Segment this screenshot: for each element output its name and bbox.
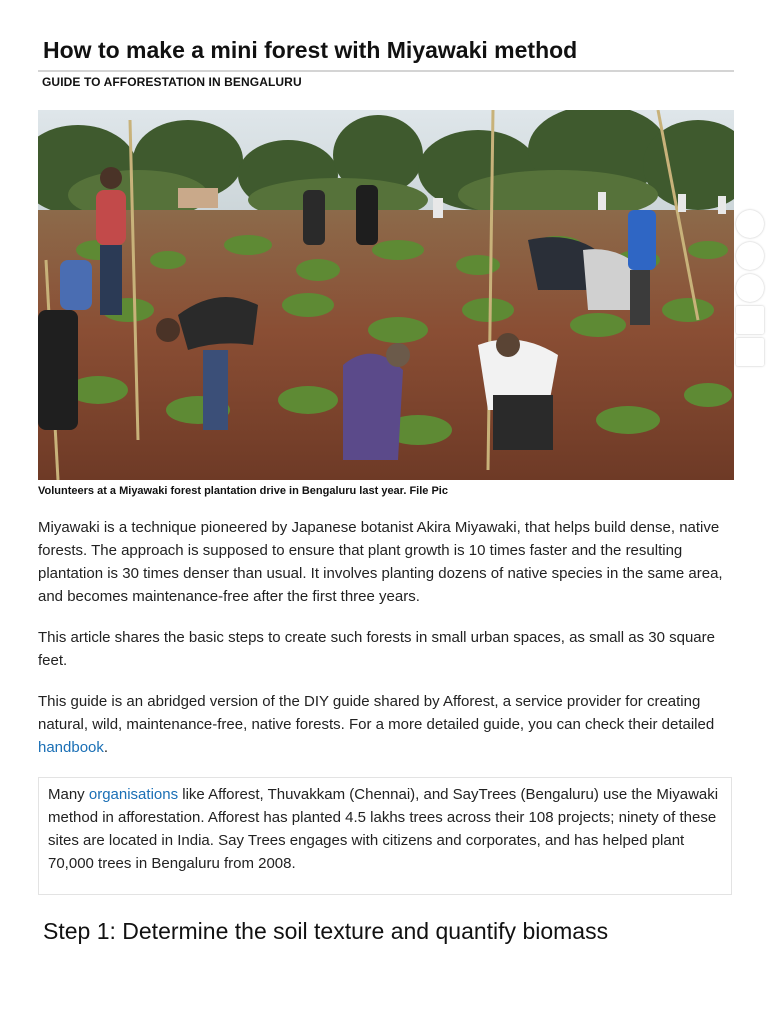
handbook-link[interactable]: handbook bbox=[38, 739, 104, 756]
paragraph-source bbox=[38, 690, 738, 759]
organisations-link[interactable]: organisations bbox=[88, 786, 179, 803]
paragraph-scope: This article shares the basic steps to create such forests in small urban spaces, as small as 30 square feet. bbox=[38, 629, 715, 669]
callout-body: like Afforest, Thuvakkam (Chennai), and SayTrees (Bengaluru) use the Miyawaki method in afforestation. Afforest has planted 4.5 lakhs trees across their 108 projects; ninety of these sites are located in India. Say Trees engages with citizens and corporates, and has helped plant 70,000 trees in Bengaluru from 2008. bbox=[48, 786, 719, 872]
share-round-icon[interactable] bbox=[736, 242, 764, 270]
title-divider bbox=[38, 70, 734, 72]
share-round-icon[interactable] bbox=[736, 210, 764, 238]
share-square-icon[interactable] bbox=[736, 338, 764, 366]
share-round-icon[interactable] bbox=[736, 274, 764, 302]
paragraph-source-text: This guide is an abridged version of the DIY guide shared by Afforest, a service provider for creating natural, wild, maintenance-free, native forests. For a more detailed guide, you can check their detailed bbox=[38, 693, 715, 733]
callout-text bbox=[48, 783, 724, 875]
info-callout-box bbox=[38, 777, 732, 895]
callout-lead: Many bbox=[48, 786, 89, 803]
article-kicker: GUIDE TO AFFORESTATION IN BENGALURU bbox=[42, 75, 302, 89]
step-1-heading: Step 1: Determine the soil texture and quantify biomass bbox=[43, 918, 609, 944]
hero-photo bbox=[38, 110, 734, 480]
plantation-photo-illustration bbox=[38, 110, 734, 480]
paragraph-intro: Miyawaki is a technique pioneered by Japanese botanist Akira Miyawaki, that helps build dense, native forests. The approach is supposed to ensure that plant growth is 10 times faster and the resulting plantation is 30 times denser than usual. It involves planting dozens of native species in the same area, and becomes maintenance-free after the first three years. bbox=[38, 519, 723, 605]
share-square-icon[interactable] bbox=[736, 306, 764, 334]
share-rail bbox=[736, 210, 766, 370]
page-title: How to make a mini forest with Miyawaki method bbox=[43, 37, 578, 63]
paragraph-source-end: . bbox=[103, 739, 109, 756]
image-caption: Volunteers at a Miyawaki forest plantation drive in Bengaluru last year. File Pic bbox=[38, 485, 448, 497]
